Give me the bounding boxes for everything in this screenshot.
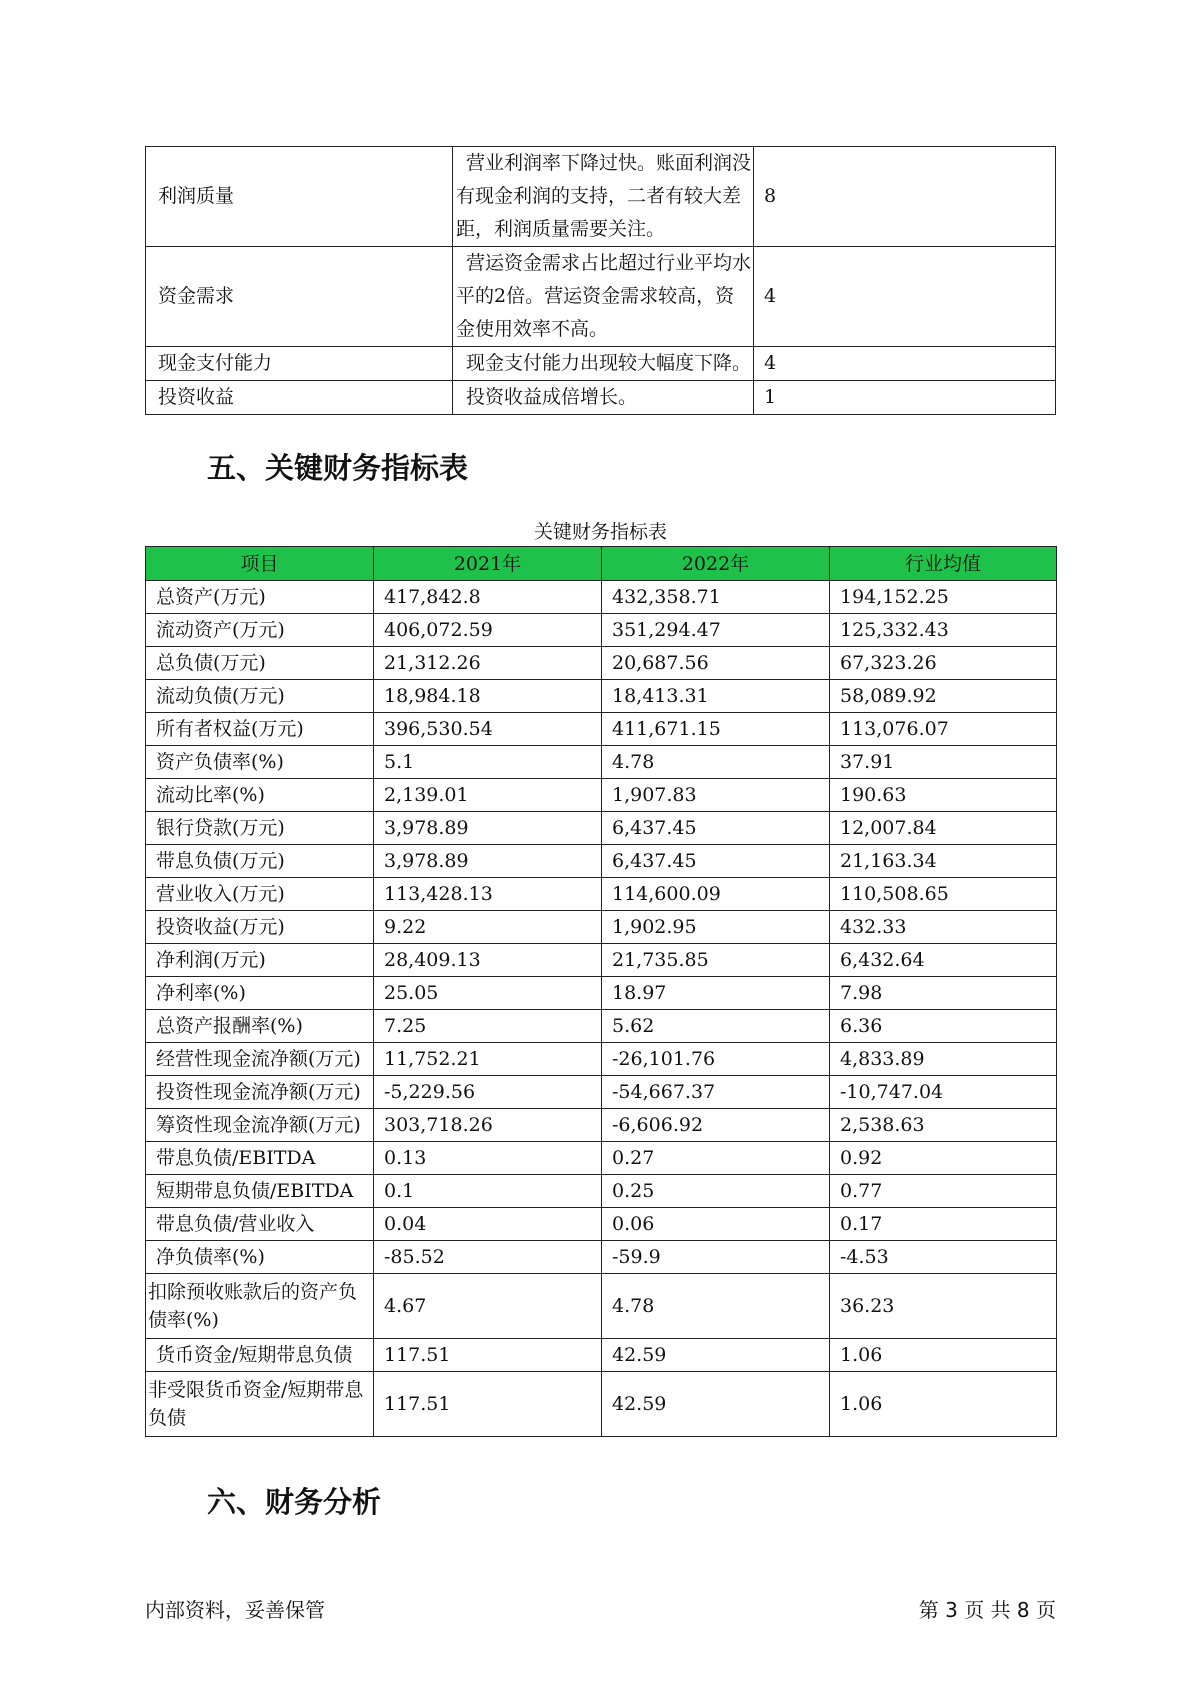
risk-item: 利润质量: [146, 147, 453, 247]
value-cell: -5,229.56: [374, 1076, 602, 1109]
value-cell: 4,833.89: [830, 1043, 1057, 1076]
value-cell: 12,007.84: [830, 812, 1057, 845]
value-cell: 1.06: [830, 1339, 1057, 1372]
value-cell: 18.97: [602, 977, 830, 1010]
row-label: 投资性现金流净额(万元): [146, 1076, 374, 1109]
value-cell: 351,294.47: [602, 614, 830, 647]
value-cell: 42.59: [602, 1339, 830, 1372]
table-row: [146, 1208, 1057, 1241]
table-row: [146, 713, 1057, 746]
row-label: 带息负债/EBITDA: [146, 1142, 374, 1175]
table-row: [146, 1142, 1057, 1175]
table-row: [146, 779, 1057, 812]
risk-description: 现金支付能力出现较大幅度下降。: [453, 347, 754, 381]
column-header: 2021年: [374, 547, 602, 581]
row-label: 总负债(万元): [146, 647, 374, 680]
table-row: [146, 1043, 1057, 1076]
table-row: [146, 1175, 1057, 1208]
value-cell: 9.22: [374, 911, 602, 944]
table-row: [146, 381, 1056, 415]
row-label: 营业收入(万元): [146, 878, 374, 911]
value-cell: 190.63: [830, 779, 1057, 812]
value-cell: 37.91: [830, 746, 1057, 779]
value-cell: 0.13: [374, 1142, 602, 1175]
value-cell: 28,409.13: [374, 944, 602, 977]
row-label: 筹资性现金流净额(万元): [146, 1109, 374, 1142]
table-row: [146, 147, 1056, 247]
value-cell: 0.77: [830, 1175, 1057, 1208]
value-cell: 6,437.45: [602, 812, 830, 845]
value-cell: 4.78: [602, 1274, 830, 1339]
value-cell: 67,323.26: [830, 647, 1057, 680]
value-cell: 2,139.01: [374, 779, 602, 812]
value-cell: 42.59: [602, 1372, 830, 1437]
value-cell: 432,358.71: [602, 581, 830, 614]
value-cell: 5.1: [374, 746, 602, 779]
column-header: 行业均值: [830, 547, 1057, 581]
row-label: 净利润(万元): [146, 944, 374, 977]
row-label: 带息负债/营业收入: [146, 1208, 374, 1241]
value-cell: 0.1: [374, 1175, 602, 1208]
value-cell: -4.53: [830, 1241, 1057, 1274]
row-label: 带息负债(万元): [146, 845, 374, 878]
table-row: [146, 247, 1056, 347]
value-cell: 36.23: [830, 1274, 1057, 1339]
value-cell: 113,428.13: [374, 878, 602, 911]
risk-score: 1: [754, 381, 1056, 415]
table-row: [146, 845, 1057, 878]
value-cell: 396,530.54: [374, 713, 602, 746]
value-cell: 117.51: [374, 1372, 602, 1437]
value-cell: -10,747.04: [830, 1076, 1057, 1109]
row-label: 货币资金/短期带息负债: [146, 1339, 374, 1372]
value-cell: 20,687.56: [602, 647, 830, 680]
value-cell: -54,667.37: [602, 1076, 830, 1109]
risk-table: [145, 146, 1056, 415]
value-cell: 0.06: [602, 1208, 830, 1241]
row-label: 非受限货币资金/短期带息负债: [146, 1372, 374, 1437]
value-cell: 432.33: [830, 911, 1057, 944]
value-cell: 7.98: [830, 977, 1057, 1010]
value-cell: 0.27: [602, 1142, 830, 1175]
risk-description: 投资收益成倍增长。: [453, 381, 754, 415]
value-cell: -6,606.92: [602, 1109, 830, 1142]
value-cell: 411,671.15: [602, 713, 830, 746]
row-label: 总资产(万元): [146, 581, 374, 614]
row-label: 净负债率(%): [146, 1241, 374, 1274]
risk-description: 营运资金需求占比超过行业平均水平的2倍。营运资金需求较高，资金使用效率不高。: [453, 247, 754, 347]
value-cell: 417,842.8: [374, 581, 602, 614]
value-cell: 0.04: [374, 1208, 602, 1241]
risk-score: 4: [754, 247, 1056, 347]
table-row: [146, 878, 1057, 911]
table-row: [146, 647, 1057, 680]
row-label: 经营性现金流净额(万元): [146, 1043, 374, 1076]
table-body: [146, 581, 1057, 1437]
table-row: [146, 614, 1057, 647]
value-cell: 194,152.25: [830, 581, 1057, 614]
value-cell: 406,072.59: [374, 614, 602, 647]
financial-indicators-table: [145, 546, 1057, 1437]
value-cell: 21,312.26: [374, 647, 602, 680]
risk-score: 4: [754, 347, 1056, 381]
table-row: [146, 944, 1057, 977]
table-row: [146, 1076, 1057, 1109]
risk-item: 现金支付能力: [146, 347, 453, 381]
value-cell: 3,978.89: [374, 845, 602, 878]
row-label: 资产负债率(%): [146, 746, 374, 779]
section-heading: 五、关键财务指标表: [207, 451, 469, 485]
footer-confidential: 内部资料，妥善保管: [145, 1598, 325, 1622]
value-cell: 6,437.45: [602, 845, 830, 878]
row-label: 短期带息负债/EBITDA: [146, 1175, 374, 1208]
value-cell: 58,089.92: [830, 680, 1057, 713]
table-row: [146, 1372, 1057, 1437]
table-row: [146, 1339, 1057, 1372]
value-cell: 0.25: [602, 1175, 830, 1208]
table-row: [146, 680, 1057, 713]
value-cell: 6.36: [830, 1010, 1057, 1043]
table-row: [146, 1241, 1057, 1274]
table-row: [146, 911, 1057, 944]
value-cell: 7.25: [374, 1010, 602, 1043]
value-cell: 110,508.65: [830, 878, 1057, 911]
value-cell: 1,907.83: [602, 779, 830, 812]
risk-item: 投资收益: [146, 381, 453, 415]
value-cell: 0.17: [830, 1208, 1057, 1241]
row-label: 所有者权益(万元): [146, 713, 374, 746]
value-cell: 0.92: [830, 1142, 1057, 1175]
table-caption: 关键财务指标表: [533, 521, 667, 543]
row-label: 总资产报酬率(%): [146, 1010, 374, 1043]
value-cell: 1,902.95: [602, 911, 830, 944]
value-cell: 5.62: [602, 1010, 830, 1043]
table-row: [146, 347, 1056, 381]
section-heading: 六、财务分析: [207, 1485, 382, 1519]
risk-description: 营业利润率下降过快。账面利润没有现金利润的支持，二者有较大差距，利润质量需要关注。: [453, 147, 754, 247]
table-row: [146, 977, 1057, 1010]
value-cell: 18,984.18: [374, 680, 602, 713]
value-cell: 303,718.26: [374, 1109, 602, 1142]
value-cell: 1.06: [830, 1372, 1057, 1437]
table-row: [146, 1109, 1057, 1142]
table-row: [146, 746, 1057, 779]
value-cell: -26,101.76: [602, 1043, 830, 1076]
value-cell: 4.67: [374, 1274, 602, 1339]
table-row: [146, 812, 1057, 845]
table-row: [146, 1274, 1057, 1339]
value-cell: 117.51: [374, 1339, 602, 1372]
value-cell: 113,076.07: [830, 713, 1057, 746]
risk-item: 资金需求: [146, 247, 453, 347]
value-cell: 6,432.64: [830, 944, 1057, 977]
value-cell: 4.78: [602, 746, 830, 779]
table-header-row: [146, 547, 1057, 581]
value-cell: 18,413.31: [602, 680, 830, 713]
risk-score: 8: [754, 147, 1056, 247]
table-row: [146, 1010, 1057, 1043]
table-row: [146, 581, 1057, 614]
value-cell: 3,978.89: [374, 812, 602, 845]
row-label: 投资收益(万元): [146, 911, 374, 944]
row-label: 净利率(%): [146, 977, 374, 1010]
row-label: 流动比率(%): [146, 779, 374, 812]
value-cell: 25.05: [374, 977, 602, 1010]
value-cell: 114,600.09: [602, 878, 830, 911]
value-cell: -59.9: [602, 1241, 830, 1274]
row-label: 流动负债(万元): [146, 680, 374, 713]
value-cell: -85.52: [374, 1241, 602, 1274]
value-cell: 11,752.21: [374, 1043, 602, 1076]
value-cell: 2,538.63: [830, 1109, 1057, 1142]
row-label: 扣除预收账款后的资产负债率(%): [146, 1274, 374, 1339]
footer-page-number: 第 3 页 共 8 页: [918, 1598, 1056, 1622]
column-header: 项目: [146, 547, 374, 581]
value-cell: 125,332.43: [830, 614, 1057, 647]
value-cell: 21,163.34: [830, 845, 1057, 878]
value-cell: 21,735.85: [602, 944, 830, 977]
row-label: 银行贷款(万元): [146, 812, 374, 845]
column-header: 2022年: [602, 547, 830, 581]
row-label: 流动资产(万元): [146, 614, 374, 647]
